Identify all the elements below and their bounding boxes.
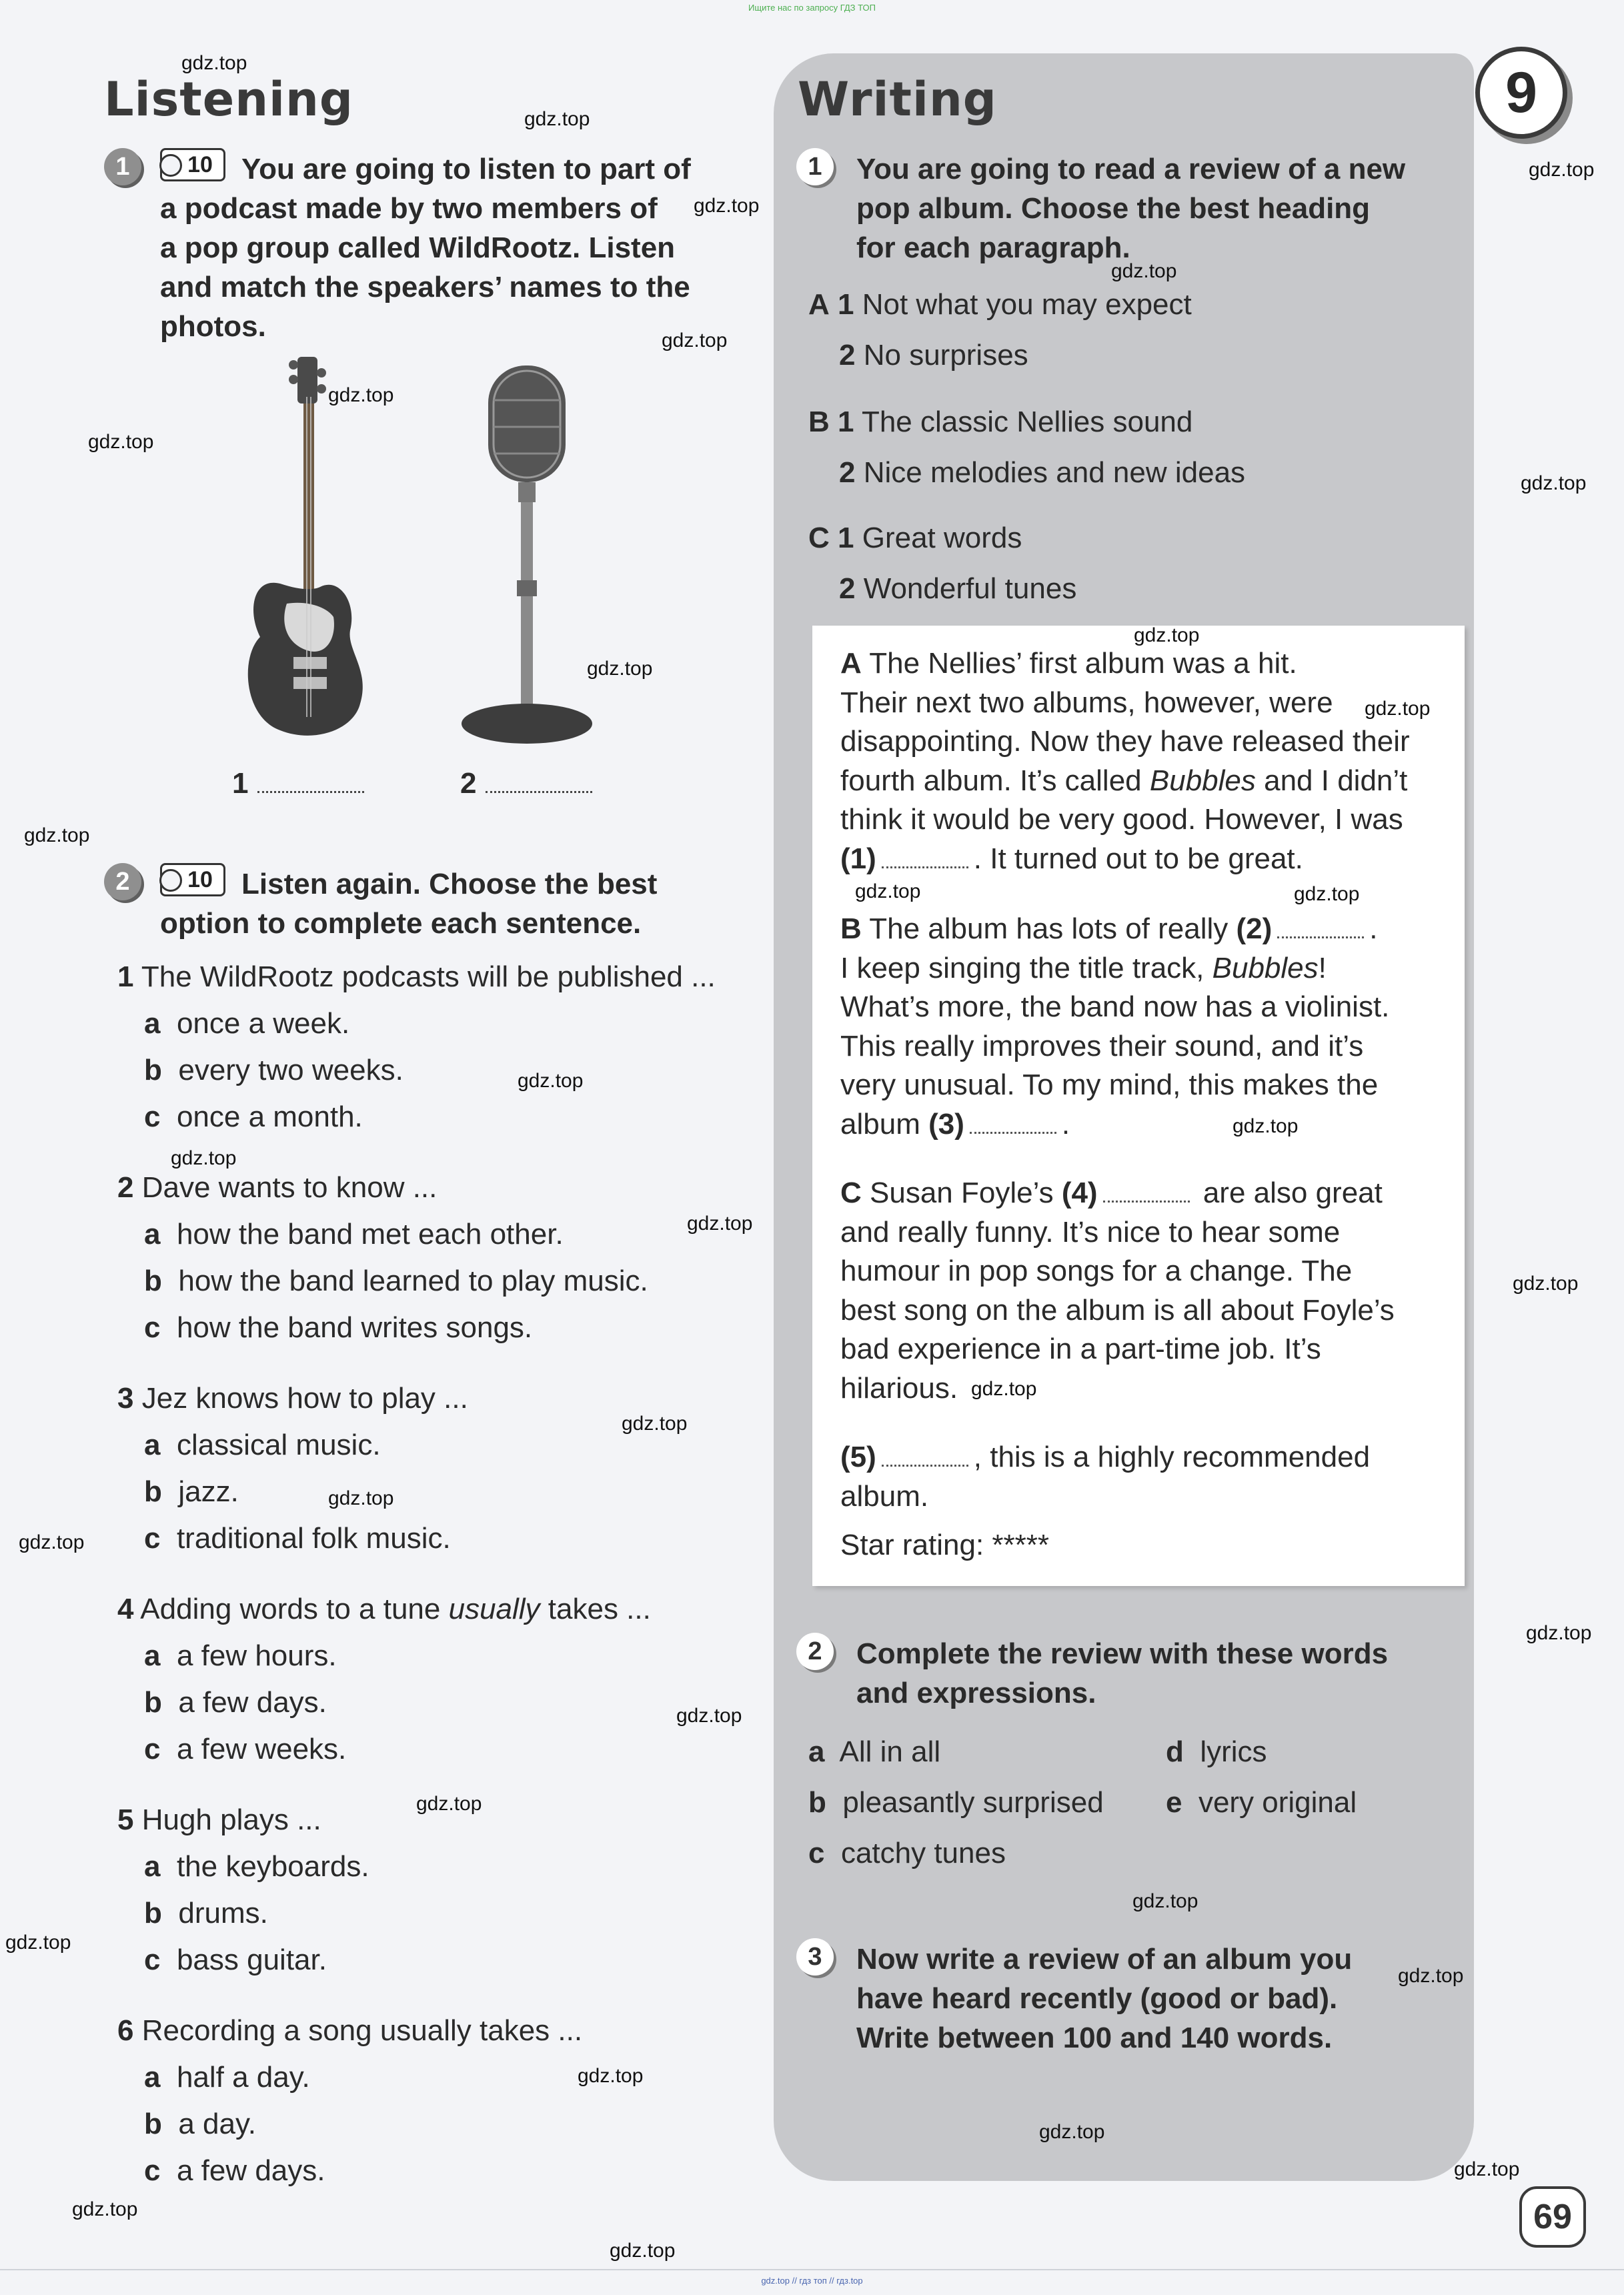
review-paragraph-closing: (5) , this is a highly recommended album. xyxy=(840,1441,1371,1513)
watermark: gdz.top xyxy=(662,329,728,351)
watermark: gdz.top xyxy=(1526,1622,1592,1644)
word-option-c: c catchy tunes xyxy=(808,1837,1006,1869)
task1-line-1: You are going to listen to part of xyxy=(241,153,691,185)
writing-task2-line-2: and expressions. xyxy=(856,1677,1096,1709)
watermark: gdz.top xyxy=(181,52,247,74)
watermark: gdz.top xyxy=(518,1070,584,1092)
task1-line-3: a pop group called WildRootz. Listen xyxy=(160,231,676,264)
task2-line-1: Listen again. Choose the best xyxy=(241,868,658,900)
writing-task2-line-1: Complete the review with these words xyxy=(856,1637,1389,1670)
review-paragraph-c: C Susan Foyle’s (4) are also great and really funny. It’s nice to hear some humour in pop songs for a change. The best song on the album is all about Foyle’s bad experience in a part-time job. It’s hilarious. xyxy=(840,1177,1395,1405)
writing-task1-line-1: You are going to read a review of a new xyxy=(856,153,1406,185)
watermark: gdz.top xyxy=(1132,1890,1198,1912)
heading-C-2[interactable]: 2 Wonderful tunes xyxy=(839,572,1077,605)
heading-B-1[interactable]: B 1 The classic Nellies sound xyxy=(808,406,1193,438)
watermark: gdz.top xyxy=(855,880,921,902)
unit-badge: 9 xyxy=(1475,47,1567,139)
heading-A-1[interactable]: A 1 Not what you may expect xyxy=(808,288,1192,321)
question-4-option-b[interactable]: b a few days. xyxy=(144,1686,327,1719)
watermark: gdz.top xyxy=(24,824,90,846)
question-5-option-b[interactable]: b drums. xyxy=(144,1897,268,1930)
review-paragraph-b: B The album has lots of really (2) . I keep singing the title track, Bubbles! What’s more, the band now has a violinist. This really improves their sound, and it’s very unusual. To my mind, this makes the album (3) . xyxy=(840,912,1390,1140)
word-option-e: e very original xyxy=(1166,1786,1357,1819)
watermark: gdz.top xyxy=(1039,2121,1105,2143)
watermark: gdz.top xyxy=(610,2240,676,2262)
review-paragraph-a: A The Nellies’ first album was a hit. Their next two albums, however, were disappointing. Now they have released their fourth album. It’s called Bubbles and I didn’t think it would be very good. However, I was (1) . It turned out to be great. xyxy=(840,647,1410,875)
gap-2[interactable] xyxy=(1277,932,1364,938)
task1-line-2: a podcast made by two members of xyxy=(160,192,658,225)
writing-task3-line-3: Write between 100 and 140 words. xyxy=(856,2022,1333,2054)
watermark: gdz.top xyxy=(687,1213,753,1235)
watermark: gdz.top xyxy=(587,658,653,680)
watermark: gdz.top xyxy=(88,431,154,453)
question-5-option-a[interactable]: a the keyboards. xyxy=(144,1850,369,1883)
task1-number: 1 xyxy=(104,148,141,185)
question-1-option-b[interactable]: b every two weeks. xyxy=(144,1054,403,1086)
watermark: gdz.top xyxy=(171,1147,237,1169)
question-2: 2 Dave wants to know ... xyxy=(117,1171,438,1204)
question-4-option-a[interactable]: a a few hours. xyxy=(144,1639,337,1672)
question-3-option-a[interactable]: a classical music. xyxy=(144,1429,381,1461)
question-3-option-b[interactable]: b jazz. xyxy=(144,1475,239,1508)
question-3-option-c[interactable]: c traditional folk music. xyxy=(144,1522,451,1555)
watermark: gdz.top xyxy=(524,108,590,130)
page-number: 69 xyxy=(1519,2186,1586,2248)
question-5-option-c[interactable]: c bass guitar. xyxy=(144,1944,327,1976)
heading-C-1[interactable]: C 1 Great words xyxy=(808,522,1022,554)
watermark: gdz.top xyxy=(1233,1115,1299,1137)
track-number: 10 xyxy=(187,152,213,177)
question-1-option-c[interactable]: c once a month. xyxy=(144,1100,363,1133)
writing-task1-number: 1 xyxy=(796,148,834,185)
watermark: gdz.top xyxy=(1454,2158,1520,2180)
question-4-option-c[interactable]: c a few weeks. xyxy=(144,1733,347,1765)
watermark: gdz.top xyxy=(676,1705,742,1727)
writing-task3-number: 3 xyxy=(796,1938,834,1976)
watermark: gdz.top xyxy=(1111,260,1177,282)
watermark: gdz.top xyxy=(578,2065,644,2087)
writing-task1-line-2: pop album. Choose the best heading xyxy=(856,192,1371,225)
question-6-option-a[interactable]: a half a day. xyxy=(144,2061,310,2094)
watermark: gdz.top xyxy=(1398,1965,1464,1987)
track-number: 10 xyxy=(187,867,213,892)
writing-task2-number: 2 xyxy=(796,1633,834,1670)
photo-label-2: 2 xyxy=(460,767,592,800)
question-6: 6 Recording a song usually takes ... xyxy=(117,2014,583,2047)
question-3: 3 Jez knows how to play ... xyxy=(117,1382,468,1415)
watermark: gdz.top xyxy=(328,1487,394,1509)
gap-1[interactable] xyxy=(882,862,968,868)
gap-5[interactable] xyxy=(882,1461,968,1467)
microphone-photo xyxy=(454,360,600,747)
question-6-option-c[interactable]: c a few days. xyxy=(144,2154,325,2187)
bottom-divider xyxy=(0,2269,1624,2270)
heading-A-2[interactable]: 2 No surprises xyxy=(839,339,1028,371)
watermark: gdz.top xyxy=(416,1793,482,1815)
question-2-option-a[interactable]: a how the band met each other. xyxy=(144,1218,564,1251)
writing-title: Writing xyxy=(798,72,997,127)
writing-task3-line-1: Now write a review of an album you xyxy=(856,1943,1353,1976)
task1-line-5: photos. xyxy=(160,310,266,343)
question-5: 5 Hugh plays ... xyxy=(117,1803,321,1836)
gap-4[interactable] xyxy=(1103,1197,1190,1203)
task1-line-4: and match the speakers’ names to the xyxy=(160,271,690,303)
word-option-d: d lyrics xyxy=(1166,1735,1267,1768)
watermark: gdz.top xyxy=(1513,1273,1579,1295)
writing-task1-line-3: for each paragraph. xyxy=(856,231,1130,264)
watermark: gdz.top xyxy=(72,2198,138,2220)
question-1-option-a[interactable]: a once a week. xyxy=(144,1007,350,1040)
watermark: gdz.top xyxy=(328,384,394,406)
watermark: gdz.top xyxy=(1365,698,1431,720)
question-4: 4 Adding words to a tune usually takes ... xyxy=(117,1593,651,1625)
task2-number: 2 xyxy=(104,863,141,900)
watermark: gdz.top xyxy=(1294,883,1360,905)
watermark: gdz.top xyxy=(1521,472,1587,494)
gap-3[interactable] xyxy=(970,1128,1056,1134)
task2-line-2: option to complete each sentence. xyxy=(160,907,642,940)
watermark: gdz.top xyxy=(1134,624,1200,646)
watermark: gdz.top xyxy=(694,195,760,217)
watermark: gdz.top xyxy=(1529,159,1595,181)
question-2-option-c[interactable]: c how the band writes songs. xyxy=(144,1311,533,1344)
watermark: gdz.top xyxy=(971,1378,1037,1400)
cd-track-icon xyxy=(160,148,225,181)
watermark: gdz.top xyxy=(5,1932,71,1954)
photo-label-1: 1 xyxy=(232,767,364,800)
question-2-option-b[interactable]: b how the band learned to play music. xyxy=(144,1265,648,1297)
word-option-b: b pleasantly surprised xyxy=(808,1786,1104,1819)
bass-guitar-photo xyxy=(240,357,373,750)
question-6-option-b[interactable]: b a day. xyxy=(144,2108,256,2140)
bottom-note: gdz.top // гдз топ // гдз.top xyxy=(761,2276,863,2286)
watermark: gdz.top xyxy=(19,1531,85,1553)
word-option-a: a All in all xyxy=(808,1735,941,1768)
listening-title: Listening xyxy=(104,72,353,127)
watermark: gdz.top xyxy=(622,1413,688,1435)
cd-track-icon xyxy=(160,863,225,896)
writing-task3-line-2: have heard recently (good or bad). xyxy=(856,1982,1338,2015)
star-rating: Star rating: ***** xyxy=(840,1529,1050,1561)
question-1: 1 The WildRootz podcasts will be published ... xyxy=(117,960,716,993)
heading-B-2[interactable]: 2 Nice melodies and new ideas xyxy=(839,456,1246,489)
top-note: Ищите нас по запросу ГДЗ ТОП xyxy=(748,3,876,13)
